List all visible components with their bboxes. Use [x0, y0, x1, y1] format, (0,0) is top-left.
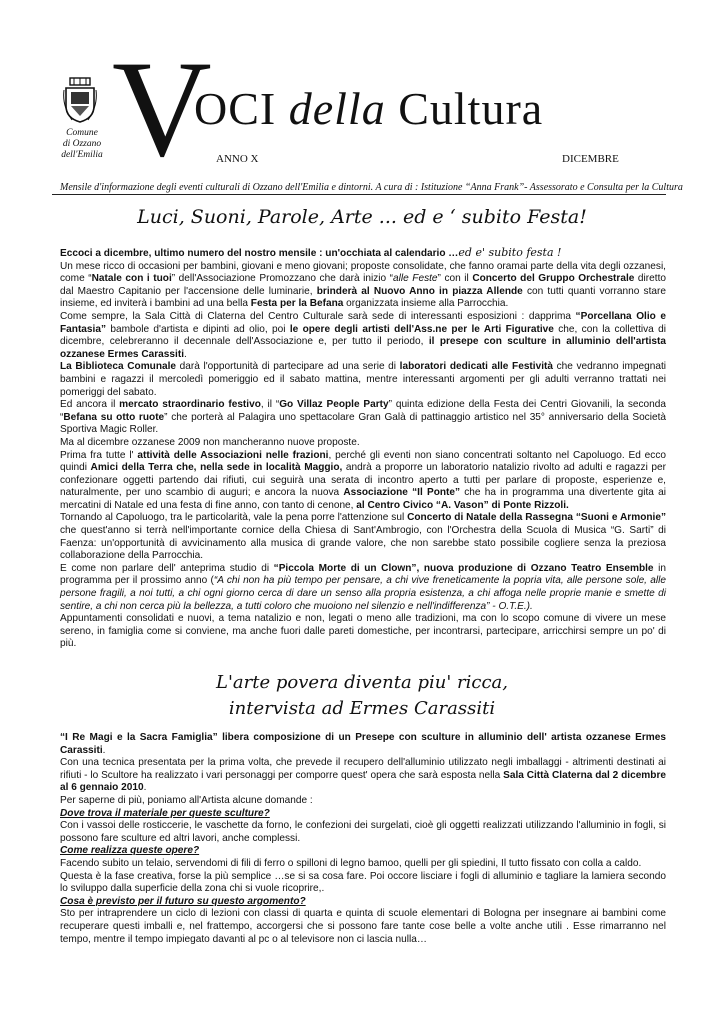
- interview-answer: Facendo subito un telaio, servendomi di fili di ferro o spilloni di legno bamoo, quelli per gli spiedini, Il tutto fissato con colla a caldo.: [60, 857, 642, 869]
- text-span: che, con la collettiva di dicembre, celebreranno il decennale dell'Associazione e, per tutto il periodo,: [60, 323, 666, 348]
- comune-line: dell'Emilia: [61, 150, 103, 160]
- text-span: Sala Città Claterna dal 2 dicembre al 6 gennaio 2010: [60, 769, 666, 794]
- comune-line: di Ozzano: [62, 139, 102, 149]
- text-span: Un mese ricco di occasioni per bambini, giovani e meno giovani; proposte consolidate, che fanno oramai parte della vita degli ozzanesi, come “: [60, 260, 666, 285]
- paragraph: [60, 512, 666, 562]
- comune-line: Comune: [66, 128, 98, 138]
- paragraph: [60, 563, 666, 613]
- header-divider: [52, 194, 666, 195]
- text-span: Concerto del Gruppo Orchestrale: [472, 273, 635, 285]
- text-span: darà l'opportunità di partecipare ad una serie di: [176, 361, 400, 373]
- masthead-cultura: Cultura: [398, 83, 544, 134]
- text-span: mercato straordinario festivo: [119, 399, 261, 411]
- text-span: organizzata insieme alla Parrocchia.: [343, 298, 509, 310]
- interview-question: Come realizza queste opere?: [60, 845, 200, 857]
- masthead-title: [194, 82, 543, 135]
- text-span: ” che porterà al Palagira uno spettacolare Gran Galà di pattinaggio artistico nel 35° anniversario della Società Sportiva Magic Roller.: [60, 411, 667, 436]
- comune-label: [52, 128, 112, 161]
- text-span: attività delle Associazioni nelle frazioni: [137, 449, 329, 461]
- interview-answer: Sto per intraprendere un ciclo di lezioni con classi di quarta e quinta di scuole elementari di Bologna per insegnare ai bambini come recuperare questi imballi e, nel frattempo, accorgersi che si possono fare tante cose belle a volte anche utili . Esse rimarranno nel tempo, mentre il tempo impiegato davanti al pc o al televisore non ci lascia nulla…: [60, 908, 666, 945]
- text-span: ” quinta edizione della Festa dei Centri Giovanili, la seconda “: [60, 399, 667, 423]
- text-span: che vedranno impegnati bambini e ragazzi il mercoledì pomeriggio ed il sabato mattina, mentre interessanti argomenti per gli adulti verranno trattati nei pomeriggi del sabato.: [60, 361, 666, 398]
- article-2-body: [60, 732, 666, 946]
- masthead-della: della: [288, 83, 386, 134]
- title-line: L'arte povera diventa piu' ricca,: [216, 672, 508, 693]
- text-span: laboratori dedicati alle Festività: [399, 361, 553, 373]
- paragraph: Appuntamenti consolidati e nuovi, a tema natalizio e non, legati o meno alle tradizioni, ma con lo scopo comune di vivere un mese sereno, in famiglia come si conviene, ma anche fuori dalle pareti domestiche, per incontrarsi, partecipare, arricchirsi sempre un po' di più.: [60, 613, 666, 650]
- text-span: Prima fra tutte l': [60, 449, 138, 461]
- paragraph: [60, 247, 666, 261]
- text-span: andrà a proporre un laboratorio natalizio rivolto ad adulti e ragazzi per confezionare oggetti partendo dai rifiuti, cui seguirà una serata di incontro aperto a tutti per parlare di proposte, esperienze e, naturalmente, per uno scambio di auguri; e ancora la nuova: [60, 462, 666, 499]
- municipal-crest-icon: [62, 76, 98, 124]
- text-span: al Centro Civico “A. Vason” di Ponte Rizzoli.: [356, 499, 569, 511]
- text-span: .: [143, 782, 147, 794]
- text-span: le opere degli artisti dell'Ass.ne per le Arti Figurative: [289, 323, 554, 335]
- text-span: Concerto di Natale della Rassegna “Suoni e Armonie”: [407, 512, 666, 524]
- issue-year: ANNO X: [216, 153, 259, 165]
- text-span: Eccoci a dicembre, ultimo numero del nostro mensile : un'occhiata al calendario …: [60, 248, 459, 259]
- masthead: [0, 0, 724, 200]
- text-span: brinderà al Nuovo Anno in piazza Allende: [316, 285, 523, 297]
- interview-question: Cosa è previsto per il futuro su questo argomento?: [60, 895, 306, 907]
- interview-answer: Questa è la fase creativa, forse la più semplice …se si sa cosa fare. Poi occore lisciare i fogli di alluminio e tagliare la lamiera secondo lo sviluppo dalla superficie della zona chi si vuole ricoprire,.: [60, 870, 666, 895]
- masthead-v-letter: V: [112, 32, 212, 185]
- text-span: Amici della Terra che, nella sede in località Maggio,: [90, 462, 343, 474]
- paragraph: [60, 361, 666, 399]
- paragraph: Per saperne di più, poniamo all'Artista alcune domande :: [60, 794, 313, 806]
- article-1-body: [60, 247, 666, 651]
- text-span: E come non parlare dell' anteprima studio di: [60, 562, 274, 574]
- text-span: diretto dal Maestro Capitanio per l'accensione delle luminarie,: [60, 273, 666, 297]
- text-span: Natale con i tuoi: [91, 273, 172, 285]
- text-span: Con una tecnica presentata per la prima volta, che prevede il recupero dell'alluminio utilizzato negli imballaggi - altrimenti destinati ai rifiuti - lo Scultore ha realizzato i vari personaggi per comporre quest' opera che sarà esposta nella: [60, 757, 666, 781]
- text-span: Ed ancora il: [60, 399, 120, 411]
- text-span: che quest'anno si terrà nell'importante cornice della Chiesa di Sant'Ambrogio, con l'Orchestra della Scuola di Musica “G. Sarti” di Faenza: un'opportunità di avvicinamento alla musica di grande valore, che non sarebbe stato possibile cogliere senza la preziosa collaborazione della Parrocchia.: [60, 525, 666, 562]
- text-span: in programma per il prossimo anno (: [60, 562, 666, 587]
- text-span: Associazione “Il Ponte”: [343, 487, 461, 499]
- paragraph: [60, 261, 666, 311]
- text-span: “Porcellana Olio e Fantasia”: [60, 310, 666, 335]
- interview-question: Dove trova il materiale per queste sculture?: [60, 807, 270, 819]
- text-span: , il “: [260, 399, 280, 411]
- masthead-subtitle: Mensile d'informazione degli eventi culturali di Ozzano dell'Emilia e dintorni. A cura di : Istituzione “Anna Frank”- Assessorato e Consulta per la Cultura: [60, 182, 683, 193]
- article-2-title: [60, 670, 664, 722]
- text-span: La Biblioteca Comunale: [60, 361, 177, 373]
- text-span: “Piccola Morte di un Clown”, nuova produzione di Ozzano Teatro Ensemble: [273, 562, 654, 574]
- text-span: .: [102, 744, 106, 756]
- text-span: Go Villaz People Party: [279, 399, 389, 411]
- text-span: Festa per la Befana: [250, 298, 344, 310]
- text-span: bambole d'artista e dipinti ad olio, poi: [106, 323, 290, 335]
- text-span: ” dell'Associazione Promozzano che darà inizio “: [171, 273, 394, 285]
- text-span: ed e' subito festa !: [458, 246, 562, 259]
- issue-month: DICEMBRE: [562, 153, 619, 165]
- paragraph: [60, 311, 666, 361]
- article-1-title: Luci, Suoni, Parole, Arte ... ed e ‘ subito Festa!: [137, 206, 587, 228]
- paragraph: [60, 450, 666, 513]
- text-span: Befana su otto ruote: [63, 411, 165, 423]
- text-span: Come sempre, la Sala Città di Claterna del Centro Culturale sarà sede di interessanti esposizioni : dapprima: [60, 310, 576, 322]
- text-span: .: [184, 348, 187, 360]
- paragraph: [60, 732, 666, 757]
- text-span: “A chi non ha più tempo per pensare, a chi vive freneticamente la popria vita, alle persone sole, alle persone fragili, a noi tutti, a chi ogni giorno cerca di dare un senso alla propria esistenza, a chi affoga nelle proprie manie e smette di sentire, a chi non cerca più la bellezza, a tutti coloro che muoiono nel silenzio e nell'indifferenza” - O.T.E.).: [60, 575, 666, 612]
- paragraph: [60, 399, 666, 437]
- title-line: intervista ad Ermes Carassiti: [228, 698, 496, 719]
- text-span: ” con il: [437, 273, 473, 285]
- text-span: alle Feste: [393, 273, 438, 285]
- paragraph: [60, 757, 666, 795]
- text-span: che ha in programma una divertente gita ai mercatini di Natale ed una festa di fine anno, con tanto di cenone,: [60, 487, 666, 511]
- text-span: il presepe con sculture in alluminio dell'artista ozzanese Ermes Carassiti: [60, 336, 666, 360]
- masthead-oci: OCI: [194, 83, 277, 134]
- interview-answer: Con i vassoi delle rosticcerie, le vaschette da forno, le confezioni dei surgelati, cioè gli oggetti realizzati utilizzando l'alluminio in fogli, si possono fare sculture ed altri lavori, anche complessi.: [60, 820, 666, 844]
- text-span: con tutti quanti vorranno stare insieme, ed inviterà i bambini ad una bella: [60, 285, 666, 310]
- text-span: , perché gli eventi non siano concentrati soltanto nel Capoluogo. Ed ecco quindi: [60, 449, 666, 474]
- text-span: “I Re Magi e la Sacra Famiglia” libera composizione di un Presepe con sculture in alluminio dell' artista ozzanese Ermes Carassiti: [60, 732, 666, 756]
- text-span: Tornando al Capoluogo, tra le particolarità, vale la pena porre l'attenzione sul: [60, 512, 408, 524]
- paragraph: Ma al dicembre ozzanese 2009 non mancheranno nuove proposte.: [60, 436, 360, 448]
